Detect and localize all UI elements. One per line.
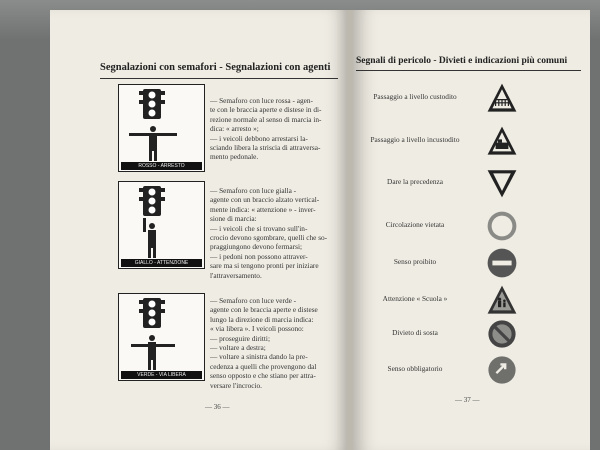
sign-row bbox=[350, 282, 530, 318]
text-line: praggiungono devono fermarsi; bbox=[210, 242, 302, 252]
panel-caption: VERDE - VIA LIBERA bbox=[121, 371, 202, 379]
text-line: te con le braccia aperte e distese in di- bbox=[210, 105, 322, 115]
text-line: agente con le braccia aperte e distese bbox=[210, 305, 318, 315]
sign-row bbox=[350, 123, 530, 159]
text-line: dica: « arresto »; bbox=[210, 124, 259, 134]
text-line: crocio devono sgombrare, quelli che so- bbox=[210, 233, 328, 243]
red-signal-description bbox=[210, 96, 336, 162]
text-line: versare l'incrocio. bbox=[210, 380, 262, 390]
sign-label: Attenzione « Scuola » bbox=[382, 294, 448, 303]
right-heading-rule bbox=[356, 70, 581, 71]
right-page-heading: Segnali di pericolo - Divieti e indicazioni più comuni bbox=[356, 56, 568, 66]
sign-label: Passaggio a livello custodito bbox=[373, 92, 457, 101]
text-line: agente con un braccio alzato vertical- bbox=[210, 195, 320, 205]
traffic-panel-yellow bbox=[118, 181, 205, 269]
left-page-heading: Segnalazioni con semafori - Segnalazioni con agenti bbox=[100, 62, 331, 73]
green-signal-description bbox=[210, 296, 336, 390]
give-way-icon bbox=[486, 167, 518, 199]
text-line: — Semaforo con luce gialla - bbox=[210, 186, 297, 195]
level-crossing-guarded-icon bbox=[486, 82, 518, 114]
left-heading-rule bbox=[100, 78, 338, 79]
text-line: — proseguire diritti; bbox=[210, 333, 270, 343]
text-line: l'attraversamento. bbox=[210, 270, 262, 280]
panel-caption: ROSSO - ARRESTO bbox=[121, 162, 202, 170]
sign-label: Passaggio a livello incustodito bbox=[370, 135, 460, 144]
no-entry-icon bbox=[486, 247, 518, 279]
traffic-light-agent-arm-raised-icon bbox=[119, 182, 204, 268]
sign-row bbox=[350, 165, 530, 201]
text-line: mente indica: « attenzione » - inver- bbox=[210, 204, 316, 214]
text-line: sare ma si tengono pronti per iniziare bbox=[210, 261, 319, 271]
school-warning-icon bbox=[486, 284, 518, 316]
text-line: « via libera ». I veicoli possono: bbox=[210, 324, 304, 334]
text-line: sione di marcia: bbox=[210, 214, 257, 224]
sign-label: Senso proibito bbox=[393, 257, 437, 266]
no-vehicles-icon bbox=[486, 210, 518, 242]
text-line: sciando libera la striscia di attraversa- bbox=[210, 143, 321, 153]
text-line: senso opposto e che stiano per attra- bbox=[210, 371, 316, 381]
sign-label: Divieto di sosta bbox=[392, 328, 438, 337]
text-line: — i veicoli che si trovano sull'in- bbox=[210, 223, 308, 233]
traffic-light-agent-arms-along-icon bbox=[119, 294, 204, 380]
sign-row bbox=[350, 352, 530, 388]
yellow-signal-description bbox=[210, 186, 336, 280]
text-line: — Semaforo con luce verde - bbox=[210, 296, 297, 305]
level-crossing-unguarded-icon bbox=[486, 125, 518, 157]
traffic-panel-green bbox=[118, 293, 205, 381]
sign-row bbox=[350, 80, 530, 116]
text-line: lungo la direzione di marcia indica: bbox=[210, 314, 314, 324]
page-number-left: — 36 — bbox=[205, 403, 230, 411]
text-line: — voltare a sinistra dando la pre- bbox=[210, 352, 308, 362]
traffic-panel-red bbox=[118, 84, 205, 172]
text-line: — Semaforo con luce rossa - agen- bbox=[210, 96, 313, 105]
text-line: — i pedoni non possono attraver- bbox=[210, 251, 308, 261]
text-line: — i veicoli debbono arrestarsi la- bbox=[210, 133, 308, 143]
traffic-light-agent-arms-open-icon bbox=[119, 85, 204, 171]
page-number-right: — 37 — bbox=[455, 396, 480, 404]
mandatory-direction-icon bbox=[486, 354, 518, 386]
sign-label: Circolazione vietata bbox=[385, 220, 445, 229]
text-line: mento pedonale. bbox=[210, 152, 259, 162]
text-line: cedenza a quelli che provengono dal bbox=[210, 361, 317, 371]
no-parking-icon bbox=[486, 318, 518, 350]
sign-label: Dare la precedenza bbox=[387, 177, 443, 186]
sign-row bbox=[350, 208, 530, 244]
text-line: — voltare a destra; bbox=[210, 343, 266, 353]
text-line: rezione normale al senso di marcia in- bbox=[210, 114, 322, 124]
panel-caption: GIALLO - ATTENZIONE bbox=[121, 259, 202, 267]
sign-row bbox=[350, 316, 530, 352]
sign-row bbox=[350, 245, 530, 281]
sign-label: Senso obbligatorio bbox=[387, 364, 443, 373]
